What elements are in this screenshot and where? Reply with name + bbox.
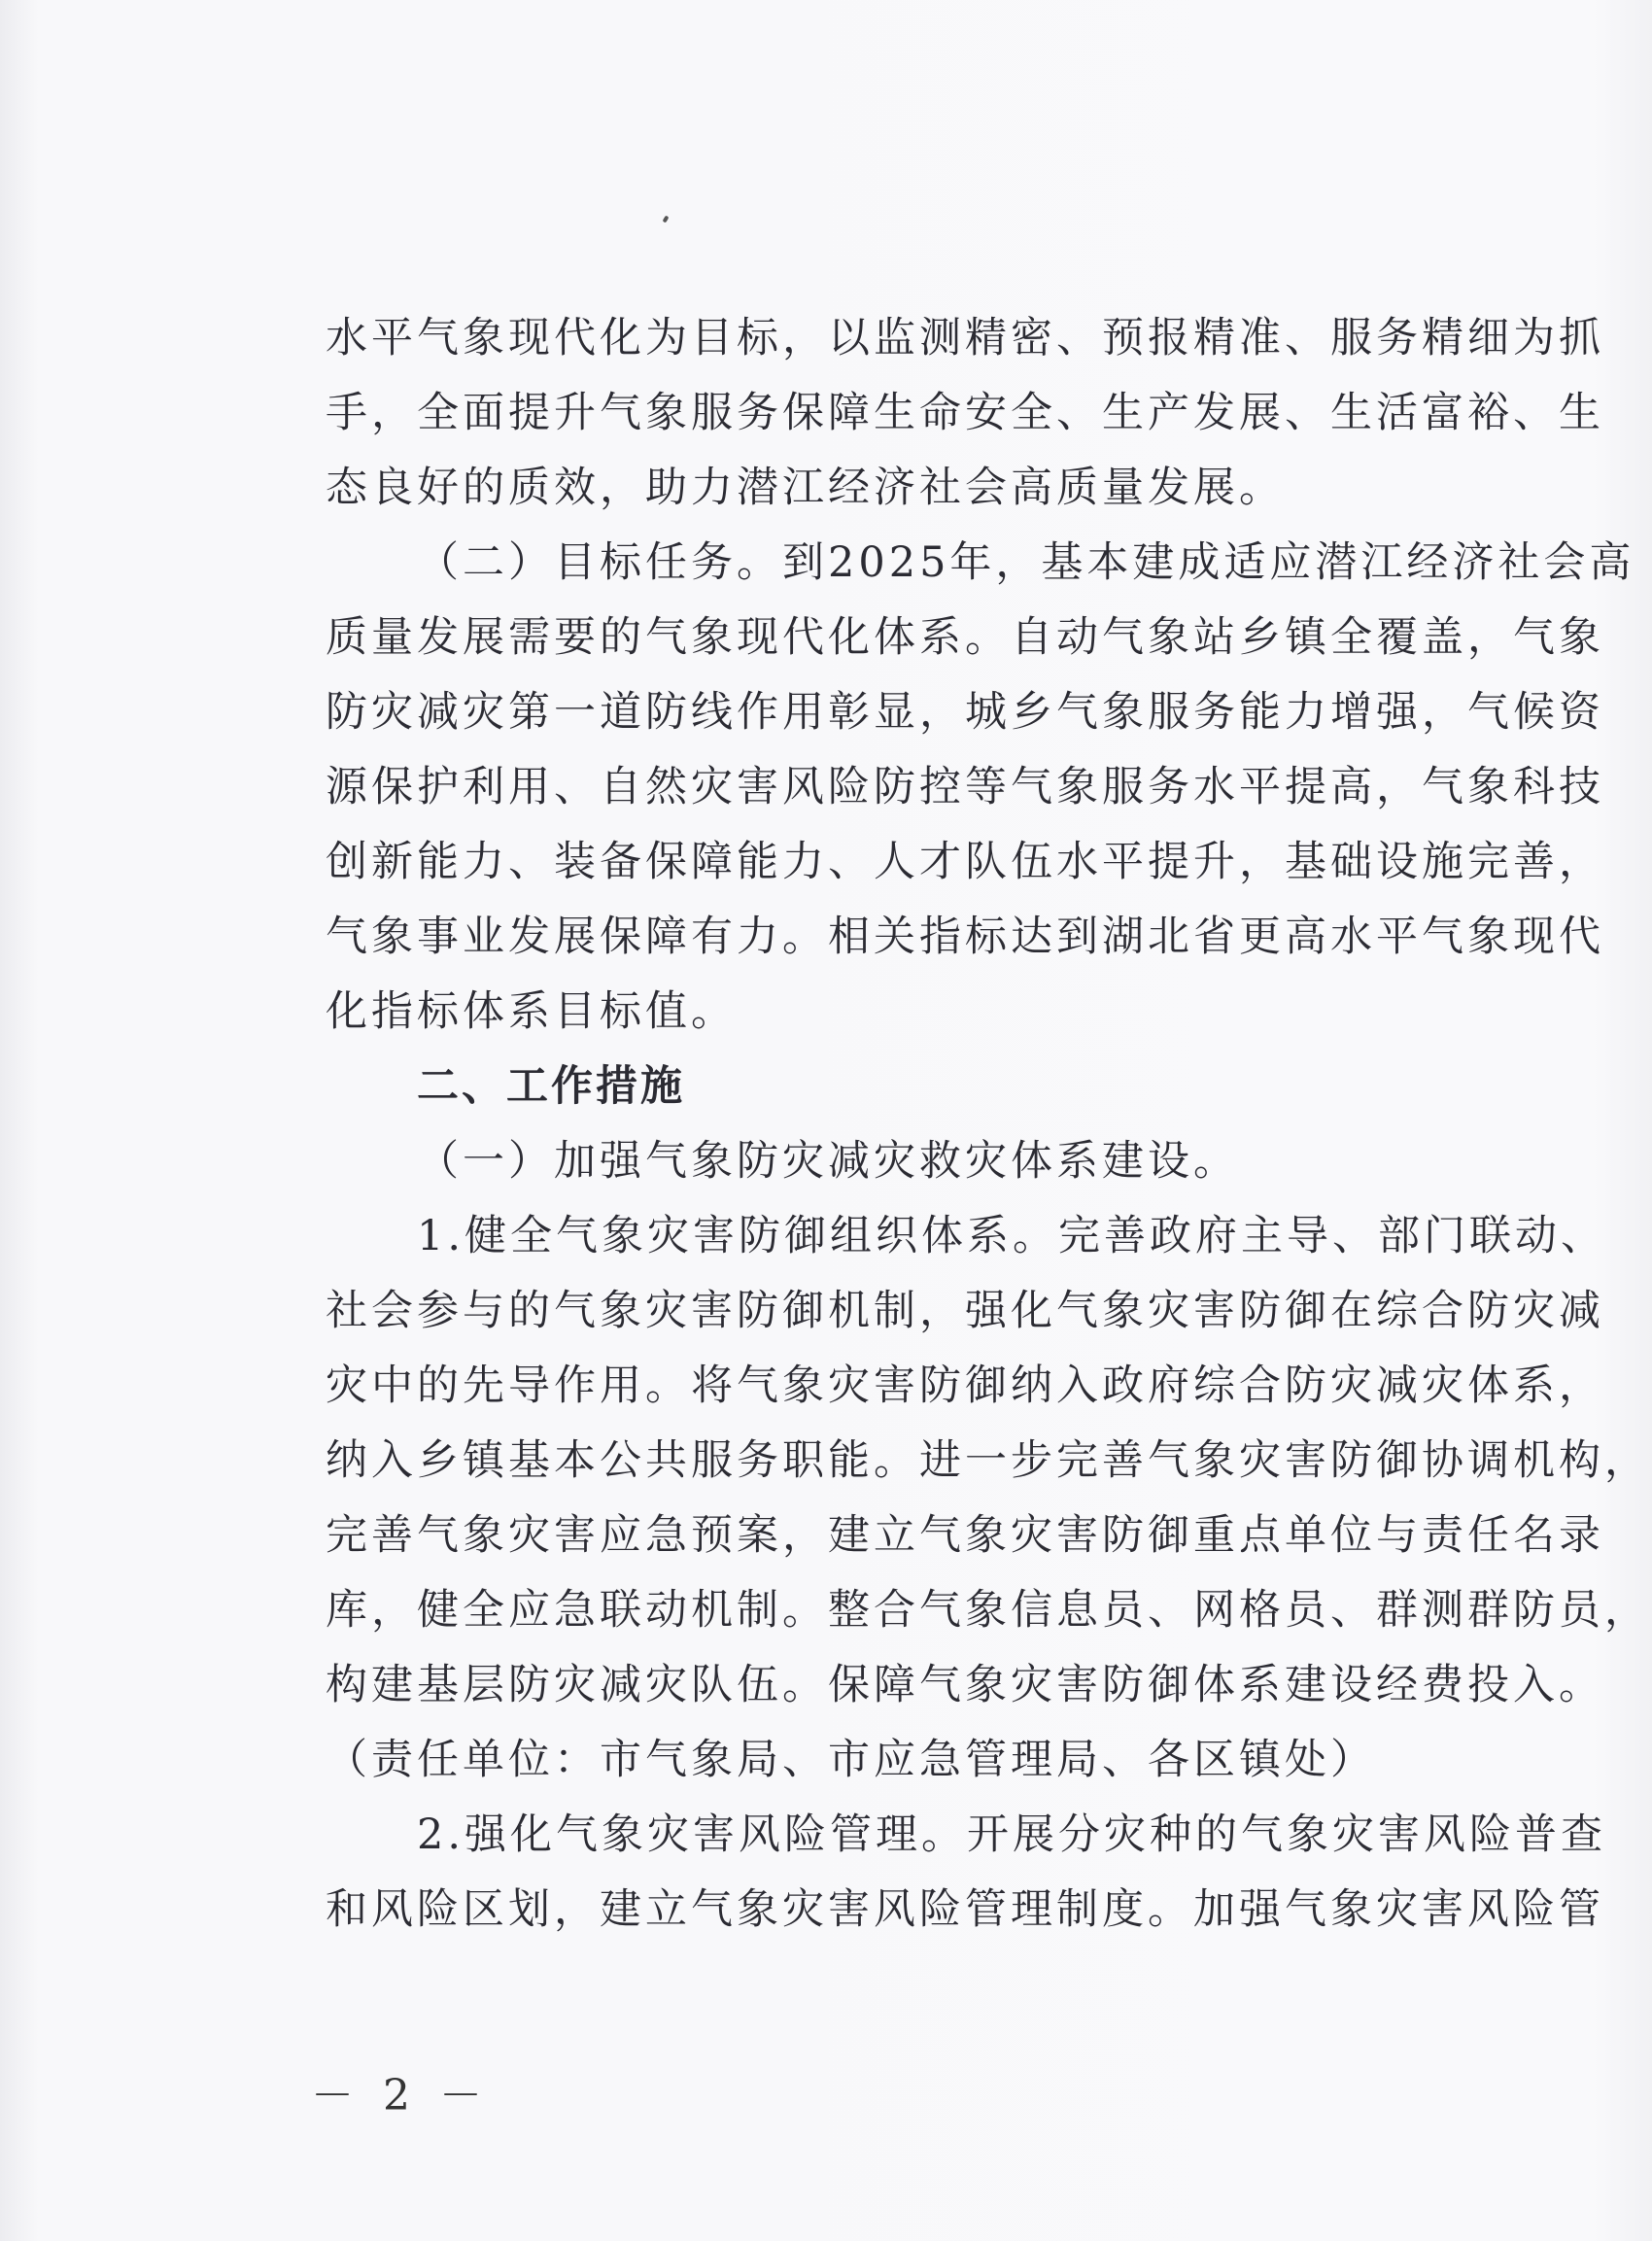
text-line: 完善气象灾害应急预案，建立气象灾害防御重点单位与责任名录 bbox=[326, 1511, 1604, 1560]
text-line: 手，全面提升气象服务保障生命安全、生产发展、生活富裕、生 bbox=[326, 389, 1604, 437]
text-line: 质量发展需要的气象现代化体系。自动气象站乡镇全覆盖，气象 bbox=[326, 613, 1604, 662]
page-number: － 2 － bbox=[311, 2071, 490, 2120]
text-line: 创新能力、装备保障能力、人才队伍水平提升，基础设施完善， bbox=[326, 838, 1604, 886]
text-line: 1.健全气象灾害防御组织体系。完善政府主导、部门联动、 bbox=[417, 1212, 1607, 1260]
text-line: 2.强化气象灾害风险管理。开展分灾种的气象灾害风险普查 bbox=[417, 1810, 1607, 1859]
text-line: （二）目标任务。到2025年，基本建成适应潜江经济社会高 bbox=[417, 538, 1635, 587]
text-line: 纳入乡镇基本公共服务职能。进一步完善气象灾害防御协调机构， bbox=[326, 1436, 1650, 1485]
subsection-heading: （一）加强气象防灾减灾救灾体系建设。 bbox=[417, 1137, 1239, 1186]
text-line: 社会参与的气象灾害防御机制，强化气象灾害防御在综合防灾减 bbox=[326, 1287, 1604, 1335]
document-body bbox=[326, 301, 1650, 1948]
text-line: 水平气象现代化为目标，以监测精密、预报精准、服务精细为抓 bbox=[326, 314, 1604, 362]
text-line: 源保护利用、自然灾害风险防控等气象服务水平提高，气象科技 bbox=[326, 763, 1604, 811]
text-line: 灾中的先导作用。将气象灾害防御纳入政府综合防灾减灾体系， bbox=[326, 1362, 1604, 1410]
text-line: 态良好的质效，助力潜江经济社会高质量发展。 bbox=[326, 464, 1285, 512]
scan-speck bbox=[663, 215, 670, 223]
text-line: 构建基层防灾减灾队伍。保障气象灾害防御体系建设经费投入。 bbox=[326, 1661, 1604, 1709]
text-line: 库，健全应急联动机制。整合气象信息员、网格员、群测群防员， bbox=[326, 1586, 1650, 1635]
text-line: （责任单位：市气象局、市应急管理局、各区镇处） bbox=[326, 1736, 1376, 1784]
section-heading: 二、工作措施 bbox=[417, 1062, 685, 1111]
text-line: 化指标体系目标值。 bbox=[326, 987, 737, 1036]
text-line: 防灾减灾第一道防线作用彰显，城乡气象服务能力增强，气候资 bbox=[326, 688, 1604, 737]
text-line: 气象事业发展保障有力。相关指标达到湖北省更高水平气象现代 bbox=[326, 913, 1604, 961]
text-line: 和风险区划，建立气象灾害风险管理制度。加强气象灾害风险管 bbox=[326, 1885, 1604, 1934]
